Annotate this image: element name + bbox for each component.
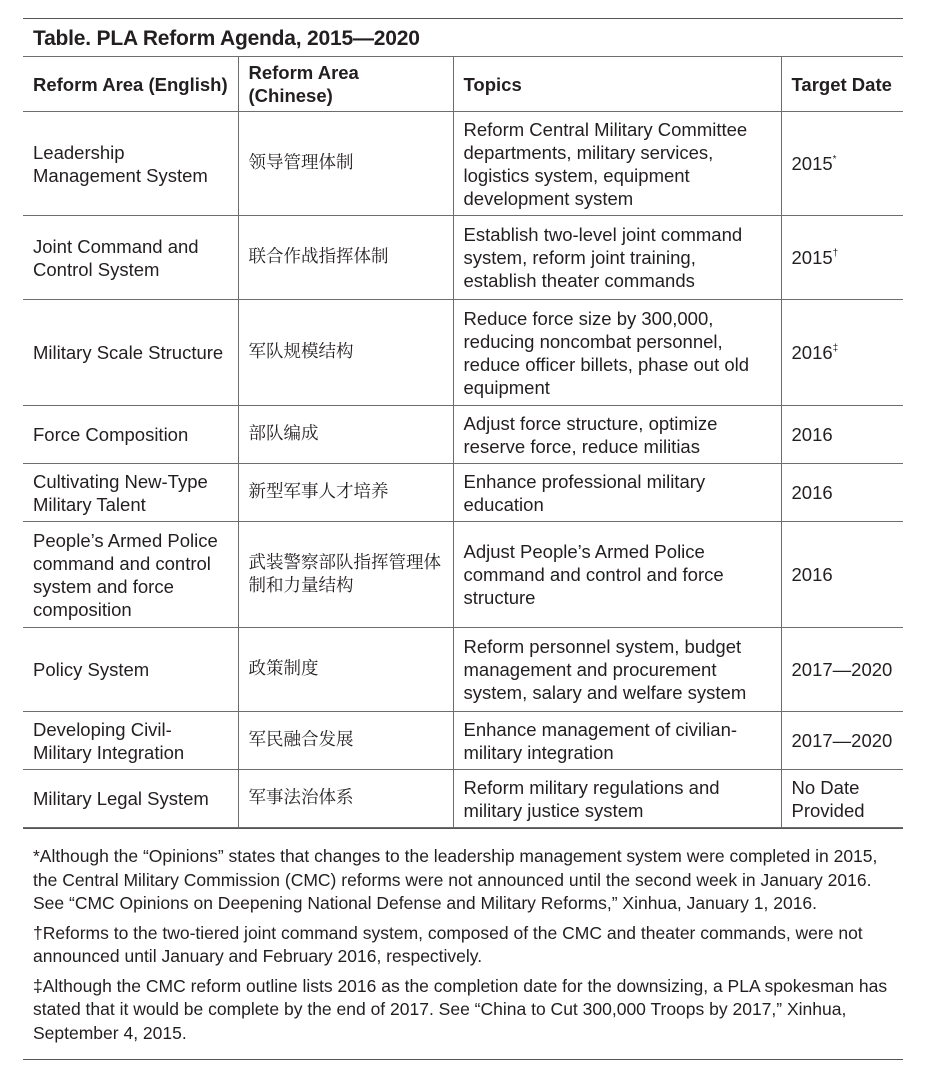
reform-area-english	[23, 406, 238, 464]
target-date-cell	[781, 628, 903, 712]
reform-area-english	[23, 628, 238, 712]
target-date-cell	[781, 112, 903, 216]
topics-cell	[453, 406, 781, 464]
target-date-cell	[781, 464, 903, 522]
topics-cell-text: Enhance management of civilian-military integration	[463, 718, 738, 763]
target-date-cell	[781, 712, 903, 770]
target-date-cell-text: 2016	[791, 482, 833, 503]
topics-cell	[453, 300, 781, 406]
reform-area-english	[23, 712, 238, 770]
reform-area-chinese	[238, 112, 453, 216]
topics-cell-text: Reduce force size by 300,000, reducing noncombat personnel, reduce officer billets, phase out old equipment	[463, 307, 750, 398]
table-body	[23, 112, 903, 828]
reform-area-chinese-text: 领导管理体制	[248, 153, 354, 173]
reform-area-chinese-text: 军民融合发展	[248, 730, 354, 750]
topics-cell	[453, 464, 781, 522]
footnotes	[23, 828, 903, 1060]
topics-cell	[453, 522, 781, 628]
table-row	[23, 712, 903, 770]
table-title: Table. PLA Reform Agenda, 2015—2020	[23, 18, 903, 56]
topics-cell-text: Reform personnel system, budget management and procurement system, salary and welfare system	[463, 636, 747, 703]
reform-table-document	[23, 18, 903, 1060]
reform-area-chinese	[238, 522, 453, 628]
table-row	[23, 464, 903, 522]
topics-cell	[453, 628, 781, 712]
footnote-mark: *	[832, 154, 837, 165]
target-date-cell-text: 2016	[791, 564, 833, 585]
reform-area-english	[23, 216, 238, 300]
header-row	[23, 57, 903, 112]
reform-area-chinese-text: 武装警察部队指挥管理体制和力量结构	[248, 552, 441, 596]
reform-area-chinese	[238, 406, 453, 464]
reform-area-english-text: People’s Armed Police command and control system and force composition	[33, 529, 218, 620]
target-date-cell-text: 2016	[791, 424, 833, 445]
reform-area-chinese-text: 部队编成	[248, 424, 319, 444]
reform-area-english-text: Force Composition	[33, 424, 189, 445]
reform-area-chinese	[238, 300, 453, 406]
reform-area-english-text: Military Legal System	[33, 788, 209, 809]
footnote-mark: †	[832, 248, 839, 259]
reform-area-chinese-text: 政策制度	[248, 659, 319, 679]
topics-cell	[453, 712, 781, 770]
footnote: *Although the “Opinions” states that changes to the leadership management system were completed in 2015, the Central Military Commission (CMC) reforms were not announced until the second week in January 2016. See “CMC Opinions on Deepening National Defense and Military Reforms,” Xinhua, January 1, 2016.	[33, 846, 878, 913]
target-date-cell	[781, 522, 903, 628]
table-row	[23, 522, 903, 628]
header-chinese: Reform Area (Chinese)	[238, 57, 453, 112]
reform-area-chinese-text: 军队规模结构	[248, 342, 354, 362]
reform-area-english	[23, 300, 238, 406]
reform-area-english	[23, 522, 238, 628]
topics-cell-text: Adjust People’s Armed Police command and control and force structure	[463, 541, 724, 608]
reform-area-chinese	[238, 770, 453, 828]
reform-area-chinese	[238, 216, 453, 300]
target-date-cell	[781, 216, 903, 300]
reform-area-english-text: Developing Civil-Military Integration	[33, 718, 185, 763]
target-date-cell	[781, 406, 903, 464]
reform-area-english	[23, 770, 238, 828]
table-row	[23, 300, 903, 406]
reform-area-chinese-text: 联合作战指挥体制	[248, 247, 389, 267]
reform-area-english-text: Military Scale Structure	[33, 342, 224, 363]
header-target-date: Target Date	[781, 57, 903, 112]
reform-area-english-text: Policy System	[33, 659, 150, 680]
reform-area-english-text: Joint Command and Control System	[33, 235, 199, 280]
reform-area-chinese	[238, 464, 453, 522]
target-date-cell-text: 2015	[791, 247, 833, 268]
topics-cell	[453, 112, 781, 216]
topics-cell-text: Adjust force structure, optimize reserve force, reduce militias	[463, 412, 718, 457]
target-date-cell	[781, 770, 903, 828]
table-row	[23, 770, 903, 828]
topics-cell	[453, 216, 781, 300]
table-row	[23, 406, 903, 464]
reform-area-chinese	[238, 712, 453, 770]
reform-table	[23, 56, 903, 828]
target-date-cell	[781, 300, 903, 406]
reform-area-chinese-text: 军事法治体系	[248, 788, 354, 808]
table-row	[23, 112, 903, 216]
topics-cell-text: Enhance professional military education	[463, 470, 706, 515]
topics-cell-text: Reform military regulations and military justice system	[463, 776, 720, 821]
target-date-cell-text: 2016	[791, 342, 833, 363]
topics-cell	[453, 770, 781, 828]
reform-area-english-text: Cultivating New-Type Military Talent	[33, 470, 208, 515]
topics-cell-text: Reform Central Military Committee departments, military services, logistics system, equipment development system	[463, 118, 748, 209]
reform-area-english	[23, 112, 238, 216]
footnote: †Reforms to the two-tiered joint command system, composed of the CMC and theater commands, were not announced until January and February 2016, respectively.	[33, 922, 863, 966]
header-topics: Topics	[453, 57, 781, 112]
reform-area-chinese-text: 新型军事人才培养	[248, 482, 389, 502]
footnote: ‡Although the CMC reform outline lists 2016 as the completion date for the downsizing, a PLA spokesman has stated that it would be complete by the end of 2017. See “China to Cut 300,000 Troops by 2017,” Xinhua, September 4, 2015.	[33, 975, 888, 1043]
target-date-cell-text: No Date Provided	[791, 776, 865, 821]
reform-area-english-text: Leadership Management System	[33, 141, 208, 186]
target-date-cell-text: 2017—2020	[791, 659, 893, 680]
reform-area-chinese	[238, 628, 453, 712]
target-date-cell-text: 2015	[791, 153, 833, 174]
table-row	[23, 216, 903, 300]
footnote-mark: ‡	[832, 343, 839, 354]
target-date-cell-text: 2017—2020	[791, 730, 893, 751]
topics-cell-text: Establish two-level joint command system, reform joint training, establish theater commands	[463, 224, 743, 291]
header-english: Reform Area (English)	[23, 57, 238, 112]
table-row	[23, 628, 903, 712]
reform-area-english	[23, 464, 238, 522]
